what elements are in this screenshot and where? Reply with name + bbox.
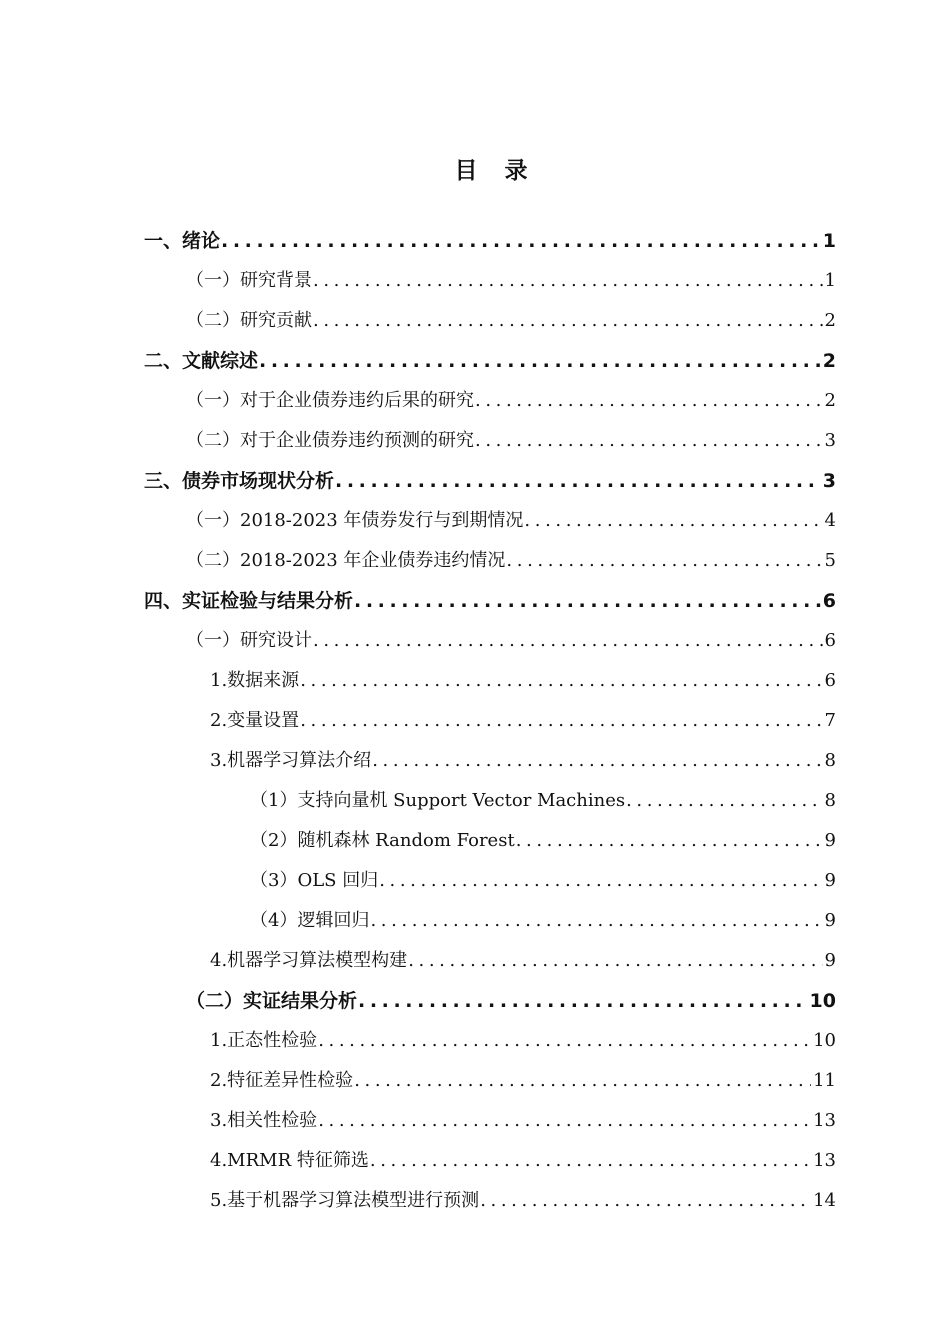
toc-entry-label: （一）对于企业债券违约后果的研究 xyxy=(186,390,474,411)
toc-dot-leader xyxy=(625,781,822,821)
toc-dot-leader xyxy=(371,741,822,781)
toc-dot-leader xyxy=(505,541,822,581)
toc-entry-page-number: 1 xyxy=(824,270,836,291)
toc-entry[interactable] xyxy=(0,541,950,581)
toc-entry-page-number: 10 xyxy=(809,990,836,1012)
toc-entry-page-number: 9 xyxy=(824,910,836,931)
toc-entry-page-number: 2 xyxy=(824,390,836,411)
toc-entry-label: 3.机器学习算法介绍 xyxy=(210,750,372,771)
toc-dot-leader xyxy=(523,501,822,541)
toc-entry-page-number: 2 xyxy=(822,350,836,372)
toc-entry-page-number: 9 xyxy=(824,870,836,891)
toc-entry-page-number: 13 xyxy=(813,1150,836,1171)
toc-dot-leader xyxy=(474,381,823,421)
toc-entry[interactable] xyxy=(0,741,950,781)
toc-dot-leader xyxy=(258,341,821,381)
table-of-contents xyxy=(0,221,950,1221)
toc-dot-leader xyxy=(357,981,808,1021)
toc-entry[interactable] xyxy=(0,341,950,381)
toc-entry-page-number: 6 xyxy=(824,670,836,691)
toc-entry[interactable] xyxy=(0,1141,950,1181)
toc-entry[interactable] xyxy=(0,421,950,461)
toc-entry-label: （4）逻辑回归 xyxy=(250,910,370,931)
toc-entry-page-number: 7 xyxy=(824,710,836,731)
toc-entry[interactable] xyxy=(0,261,950,301)
toc-entry[interactable] xyxy=(0,661,950,701)
toc-entry-label: （二）对于企业债券违约预测的研究 xyxy=(186,430,474,451)
toc-entry-page-number: 13 xyxy=(813,1110,836,1131)
toc-entry[interactable] xyxy=(0,381,950,421)
toc-dot-leader xyxy=(220,221,821,261)
toc-entry-label: （二）研究贡献 xyxy=(186,310,312,331)
toc-dot-leader xyxy=(299,661,822,701)
toc-dot-leader xyxy=(312,261,823,301)
toc-dot-leader xyxy=(312,301,823,341)
toc-entry-label: （一）研究背景 xyxy=(186,270,312,291)
toc-entry[interactable] xyxy=(0,781,950,821)
toc-dot-leader xyxy=(317,1101,811,1141)
toc-entry-label: 4.机器学习算法模型构建 xyxy=(210,950,408,971)
toc-dot-leader xyxy=(369,901,822,941)
toc-dot-leader xyxy=(353,581,821,621)
toc-entry-label: （二）2018-2023 年企业债券违约情况 xyxy=(186,550,506,571)
toc-entry-label: （1）支持向量机 Support Vector Machines xyxy=(250,790,626,811)
toc-entry[interactable] xyxy=(0,1021,950,1061)
toc-dot-leader xyxy=(407,941,822,981)
toc-entry-label: 四、实证检验与结果分析 xyxy=(144,590,354,612)
toc-entry-label: （一）研究设计 xyxy=(186,630,312,651)
toc-entry-label: 三、债券市场现状分析 xyxy=(144,470,335,492)
toc-dot-leader xyxy=(479,1181,811,1221)
toc-dot-leader xyxy=(378,861,822,901)
toc-entry-label: 2.变量设置 xyxy=(210,710,300,731)
toc-entry-label: 4.MRMR 特征筛选 xyxy=(210,1150,369,1171)
toc-entry-label: 1.正态性检验 xyxy=(210,1030,318,1051)
toc-dot-leader xyxy=(317,1021,811,1061)
toc-entry-label: 1.数据来源 xyxy=(210,670,300,691)
toc-entry-page-number: 3 xyxy=(822,470,836,492)
toc-entry-label: （二）实证结果分析 xyxy=(186,990,358,1012)
toc-entry-label: （3）OLS 回归 xyxy=(250,870,379,891)
toc-entry[interactable] xyxy=(0,1061,950,1101)
toc-entry-label: 3.相关性检验 xyxy=(210,1110,318,1131)
toc-entry[interactable] xyxy=(0,821,950,861)
toc-dot-leader xyxy=(312,621,823,661)
toc-entry-page-number: 2 xyxy=(824,310,836,331)
toc-entry-page-number: 6 xyxy=(822,590,836,612)
toc-entry-page-number: 8 xyxy=(824,750,836,771)
toc-dot-leader xyxy=(353,1061,811,1101)
toc-entry-page-number: 14 xyxy=(813,1190,836,1211)
toc-entry-page-number: 8 xyxy=(824,790,836,811)
toc-entry-label: 2.特征差异性检验 xyxy=(210,1070,354,1091)
toc-entry-page-number: 4 xyxy=(824,510,836,531)
toc-entry[interactable] xyxy=(0,221,950,261)
toc-dot-leader xyxy=(369,1141,811,1181)
toc-entry-page-number: 3 xyxy=(824,430,836,451)
toc-entry-label: 一、绪论 xyxy=(144,230,221,252)
toc-entry-page-number: 9 xyxy=(824,830,836,851)
toc-entry[interactable] xyxy=(0,941,950,981)
toc-dot-leader xyxy=(334,461,821,501)
toc-entry[interactable] xyxy=(0,501,950,541)
toc-entry[interactable] xyxy=(0,701,950,741)
toc-entry[interactable] xyxy=(0,1101,950,1141)
toc-dot-leader xyxy=(474,421,823,461)
toc-entry[interactable] xyxy=(0,901,950,941)
toc-entry-label: （一）2018-2023 年债券发行与到期情况 xyxy=(186,510,524,531)
toc-entry-page-number: 9 xyxy=(824,950,836,971)
page-title: 目 录 xyxy=(454,158,530,184)
toc-entry-page-number: 1 xyxy=(822,230,836,252)
toc-entry-page-number: 11 xyxy=(813,1070,836,1091)
toc-entry[interactable] xyxy=(0,861,950,901)
toc-entry[interactable] xyxy=(0,1181,950,1221)
toc-entry-page-number: 6 xyxy=(824,630,836,651)
toc-entry[interactable] xyxy=(0,461,950,501)
toc-entry-label: （2）随机森林 Random Forest xyxy=(250,830,515,851)
toc-entry-page-number: 10 xyxy=(813,1030,836,1051)
toc-entry-page-number: 5 xyxy=(824,550,836,571)
toc-entry[interactable] xyxy=(0,301,950,341)
toc-dot-leader xyxy=(299,701,822,741)
toc-entry-label: 二、文献综述 xyxy=(144,350,259,372)
toc-entry[interactable] xyxy=(0,981,950,1021)
toc-entry[interactable] xyxy=(0,621,950,661)
toc-entry[interactable] xyxy=(0,581,950,621)
toc-entry-label: 5.基于机器学习算法模型进行预测 xyxy=(210,1190,480,1211)
toc-dot-leader xyxy=(515,821,823,861)
